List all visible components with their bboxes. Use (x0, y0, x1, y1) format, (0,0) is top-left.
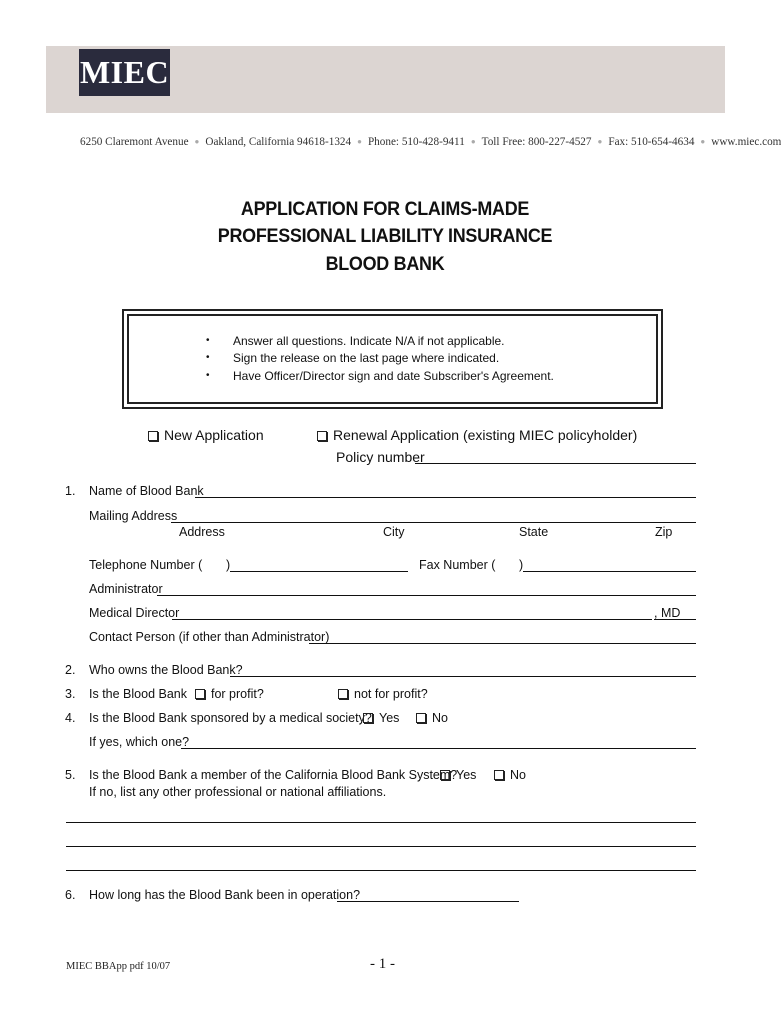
telephone-field[interactable] (230, 571, 408, 572)
instruction-item: • Have Officer/Director sign and date Subscriber's Agreement. (233, 369, 554, 383)
question-number: 2. (65, 663, 76, 677)
new-application-option[interactable]: New Application (148, 427, 264, 443)
address-sublabel: Address (179, 525, 225, 539)
operation-duration-field[interactable] (337, 901, 519, 902)
checkbox-icon[interactable] (195, 689, 205, 699)
page-title-line3: BLOOD BANK (325, 253, 445, 275)
medical-society-question: Is the Blood Bank sponsored by a medical society? (89, 711, 372, 725)
policy-number-label: Policy number (336, 449, 425, 465)
administrator-field[interactable] (157, 595, 696, 596)
checkbox-icon[interactable] (148, 431, 158, 441)
not-for-profit-option[interactable]: not for profit? (338, 687, 428, 701)
q4-no-option[interactable]: No (416, 711, 448, 725)
instruction-item: • Sign the release on the last page where indicated. (233, 351, 499, 365)
q5-yes-option[interactable]: Yes (440, 768, 476, 782)
form-id: MIEC BBApp pdf 10/07 (66, 961, 171, 972)
telephone-label: Telephone Number ( (89, 558, 203, 572)
question-number: 1. (65, 484, 76, 498)
city-address: Oakland, California 94618-1324 (205, 136, 352, 148)
miec-logo: MIEC (79, 49, 170, 96)
question-number: 5. (65, 768, 76, 782)
city-sublabel: City (383, 525, 405, 539)
phone: Phone: 510-428-9411 (367, 136, 465, 148)
contact-person-field[interactable] (309, 643, 696, 644)
bullet-separator-icon: ● (597, 137, 603, 146)
telephone-paren: ) (226, 558, 231, 572)
checkbox-icon[interactable] (338, 689, 348, 699)
checkbox-icon[interactable] (363, 713, 373, 723)
page-title-line1: APPLICATION FOR CLAIMS-MADE (240, 198, 530, 220)
question-number: 3. (65, 687, 76, 701)
fax-label: Fax Number ( (419, 558, 496, 572)
checkbox-icon[interactable] (440, 770, 450, 780)
md-suffix: , MD (654, 606, 681, 620)
owner-field[interactable] (230, 676, 696, 677)
fax-paren: ) (519, 558, 524, 572)
affiliations-field-line2[interactable] (66, 846, 696, 847)
bullet-separator-icon: ● (194, 137, 200, 146)
checkbox-icon[interactable] (317, 431, 327, 441)
affiliations-field-line1[interactable] (66, 822, 696, 823)
street-address: 6250 Claremont Avenue (80, 136, 189, 148)
renewal-application-option[interactable]: Renewal Application (existing MIEC policyholder) (317, 427, 637, 443)
which-society-field[interactable] (181, 748, 696, 749)
state-sublabel: State (519, 525, 549, 539)
bullet-separator-icon: ● (470, 137, 476, 146)
bullet-separator-icon: ● (700, 137, 706, 146)
q4-yes-option[interactable]: Yes (363, 711, 399, 725)
mailing-address-label: Mailing Address (89, 509, 178, 523)
profit-question: Is the Blood Bank (89, 687, 187, 701)
policy-number-field[interactable] (415, 463, 696, 464)
medical-director-field[interactable] (172, 619, 652, 620)
administrator-label: Administrator (89, 582, 163, 596)
toll-free: Toll Free: 800-227-4527 (481, 136, 592, 148)
cbbs-member-question: Is the Blood Bank a member of the California Blood Bank System? (89, 768, 458, 782)
fax: Fax: 510-654-4634 (608, 136, 695, 148)
operation-duration-label: How long has the Blood Bank been in operation? (89, 888, 361, 902)
affiliations-field-line3[interactable] (66, 870, 696, 871)
q5-no-option[interactable]: No (494, 768, 526, 782)
bullet-separator-icon: ● (357, 137, 362, 146)
question-number: 4. (65, 711, 76, 725)
for-profit-option[interactable]: for profit? (195, 687, 264, 701)
instruction-item: • Answer all questions. Indicate N/A if not applicable. (233, 334, 505, 348)
checkbox-icon[interactable] (416, 713, 426, 723)
blood-bank-name-label: Name of Blood Bank (89, 484, 204, 498)
zip-sublabel: Zip (655, 525, 673, 539)
address-line (80, 136, 781, 148)
blood-bank-name-field[interactable] (195, 497, 696, 498)
mailing-address-field[interactable] (171, 522, 696, 523)
page-number: - 1 - (370, 956, 395, 972)
which-society-label: If yes, which one? (89, 735, 190, 749)
question-number: 6. (65, 888, 76, 902)
medical-director-label: Medical Director (89, 606, 180, 620)
page-title-line2: PROFESSIONAL LIABILITY INSURANCE (217, 225, 553, 247)
website: www.miec.com (711, 136, 781, 148)
checkbox-icon[interactable] (494, 770, 504, 780)
fax-field[interactable] (523, 571, 696, 572)
owner-label: Who owns the Blood Bank? (89, 663, 243, 677)
affiliations-label: If no, list any other professional or national affiliations. (89, 785, 387, 799)
contact-person-label: Contact Person (if other than Administrator) (89, 630, 330, 644)
